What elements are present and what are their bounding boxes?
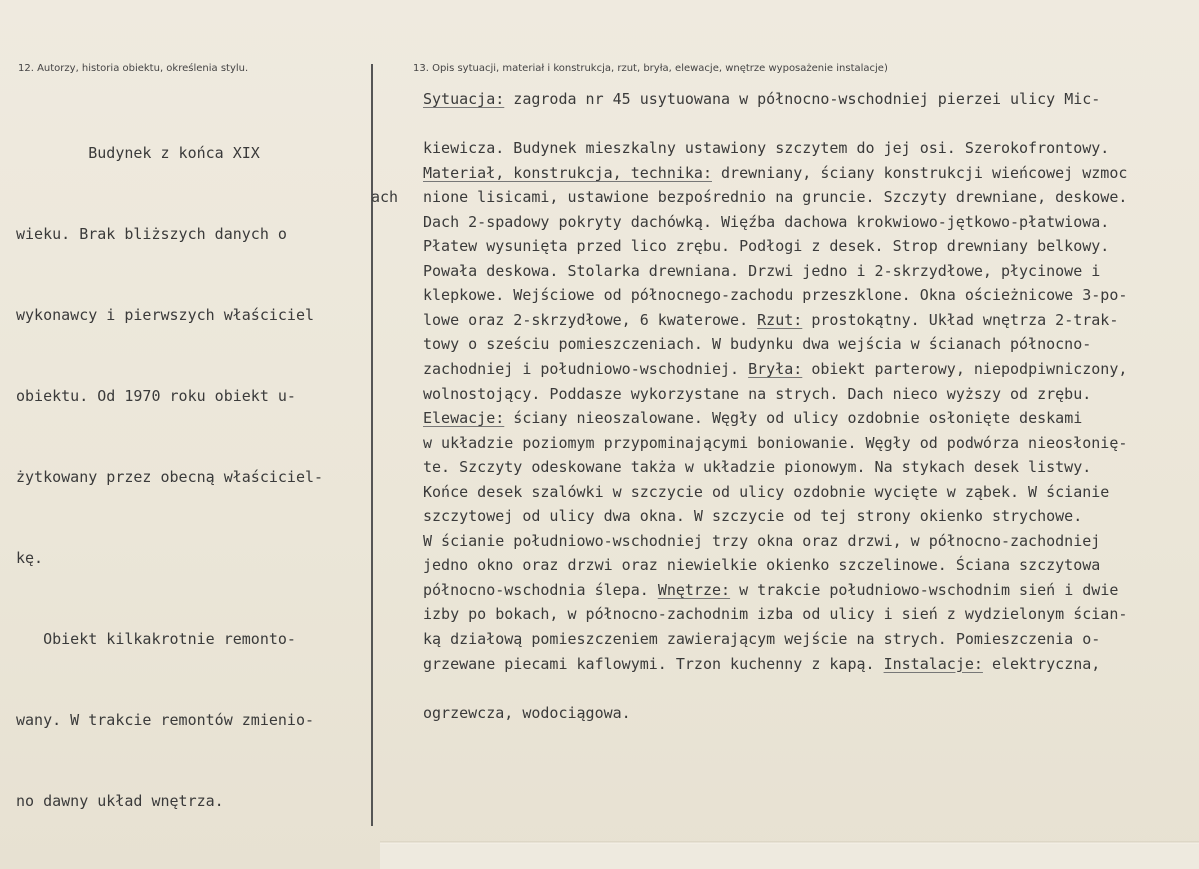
text-segment: klepkowe. Wejściowe od północnego-zachodu przeszklone. Okna ościeżnicowe 3-po- [423,286,1128,305]
section-heading: Sytuacja: [423,90,505,108]
text-segment: zachodniej i południowo-wschodniej. [423,360,749,379]
text-segment: te. Szczyty odeskowane takża w układzie pionowym. Na stykach desek listwy. [423,458,1092,477]
right-section-header: 13. Opis sytuacji, materiał i konstrukcja, rzut, bryła, elewacje, wnętrze wyposażenie instalacje) [413,63,888,74]
right-line [423,455,1197,480]
right-line [423,112,1197,137]
text-segment: kiewicza. Budynek mieszkalny ustawiony szczytem do jej osi. Szerokofrontowy. [423,139,1110,158]
text-segment: Końce desek szalówki w szczycie od ulicy ozdobnie wycięte w ząbek. W ścianie [423,482,1110,501]
left-line: kę. [16,549,44,567]
right-line [423,259,1197,284]
left-overflow-text: ach [371,188,399,206]
section-heading: Materiał, konstrukcja, technika: [423,163,712,182]
left-line: Budynek z końca XIX [16,144,260,162]
text-segment: jedno okno oraz drzwi oraz niewielkie okienko szczelinowe. Ściana szczytowa [423,556,1101,575]
right-line [423,382,1197,407]
text-segment: drewniany, ściany konstrukcji wieńcowej wzmoc [711,163,1128,182]
text-segment: lowe oraz 2-skrzydłowe, 6 kwaterowe. [423,310,758,329]
right-line [423,627,1197,652]
text-segment: północno-wschodnia ślepa. [423,580,658,599]
section-heading: Bryła: [748,360,803,379]
text-segment: elektryczna, [982,654,1101,673]
left-line: wieku. Brak bliższych danych o [16,225,287,243]
text-segment: ściany nieoszalowane. Węgły od ulicy ozdobnie osłonięte deskami [504,409,1083,428]
right-line [423,480,1197,505]
text-segment: w trakcie południowo-wschodnim sień i dwie [730,580,1119,599]
text-segment: Dach 2-spadowy pokryty dachówką. Więźba dachowa krokwiowo-jętkowo-płatwiowa. [423,212,1110,231]
left-column-text [16,86,368,869]
text-segment: W ścianie południowo-wschodniej trzy okna oraz drzwi, w północno-zachodniej [423,531,1101,550]
left-section-header: 12. Autorzy, historia obiektu, określenia stylu. [18,63,249,74]
right-line [423,676,1197,701]
left-line: żytkowany przez obecną właściciel- [16,468,324,486]
right-line [423,234,1197,259]
text-segment: izby po bokach, w północno-zachodnim izba od ulicy i sień z wydzielonym ścian- [423,605,1128,624]
text-segment: prostokątny. Układ wnętrza 2-trak- [802,310,1119,329]
left-line: Obiekt kilkakrotnie remonto- [16,630,296,648]
right-line [423,652,1197,677]
right-line [423,87,1197,112]
right-line [423,529,1197,554]
left-line: wany. W trakcie remontów zmienio- [16,711,315,729]
text-segment: grzewane piecami kaflowymi. Trzon kuchenny z kapą. [423,654,884,673]
text-segment: wolnostojący. Poddasze wykorzystane na strych. Dach nieco wyższy od zrębu. [423,384,1092,403]
text-segment: zagroda nr 45 usytuowana w północno-wschodniej pierzei ulicy Mic- [504,90,1101,108]
left-line: no dawny układ wnętrza. [16,792,224,810]
right-line [423,283,1197,308]
section-heading: Elewacje: [423,409,505,428]
text-segment: Powała deskowa. Stolarka drewniana. Drzwi jedno i 2-skrzydłowe, płycinowe i [423,261,1101,280]
text-segment: towy o sześciu pomieszczeniach. W budynku dwa wejścia w ścianach północno- [423,335,1092,354]
right-line [423,701,1197,726]
right-line [423,161,1197,186]
right-line [423,602,1197,627]
text-segment: szczytowej od ulicy dwa okna. W szczycie od tej strony okienko strychowe. [423,507,1083,526]
right-line [423,406,1197,431]
text-segment: Płatew wysunięta przed lico zrębu. Podłogi z desek. Strop drewniany belkowy. [423,237,1110,256]
text-segment: ogrzewcza, wodociągowa. [423,703,631,722]
text-segment: nione lisicami, ustawione bezpośrednio na gruncie. Szczyty drewniane, deskowe. [423,188,1128,207]
right-line [423,185,1197,210]
section-heading: Rzut: [757,310,803,329]
right-line [423,357,1197,382]
right-column-text [423,87,1197,725]
page-bottom-edge [380,844,1199,869]
text-segment: obiekt parterowy, niepodpiwniczony, [802,360,1128,379]
right-line [423,136,1197,161]
left-line: wykonawcy i pierwszych właściciel [16,306,315,324]
right-line [423,431,1197,456]
right-line [423,553,1197,578]
right-line [423,332,1197,357]
column-divider [371,64,373,826]
section-heading: Instalacje: [883,654,983,673]
right-line [423,210,1197,235]
right-line [423,504,1197,529]
text-segment: w układzie poziomym przypominającymi boniowanie. Węgły od podwórza nieosłonię- [423,433,1128,452]
section-heading: Wnętrze: [657,580,731,599]
text-segment: ką działową pomieszczeniem zawierającym wejście na strych. Pomieszczenia o- [423,630,1101,649]
left-line: obiektu. Od 1970 roku obiekt u- [16,387,296,405]
right-line [423,308,1197,333]
right-line [423,578,1197,603]
